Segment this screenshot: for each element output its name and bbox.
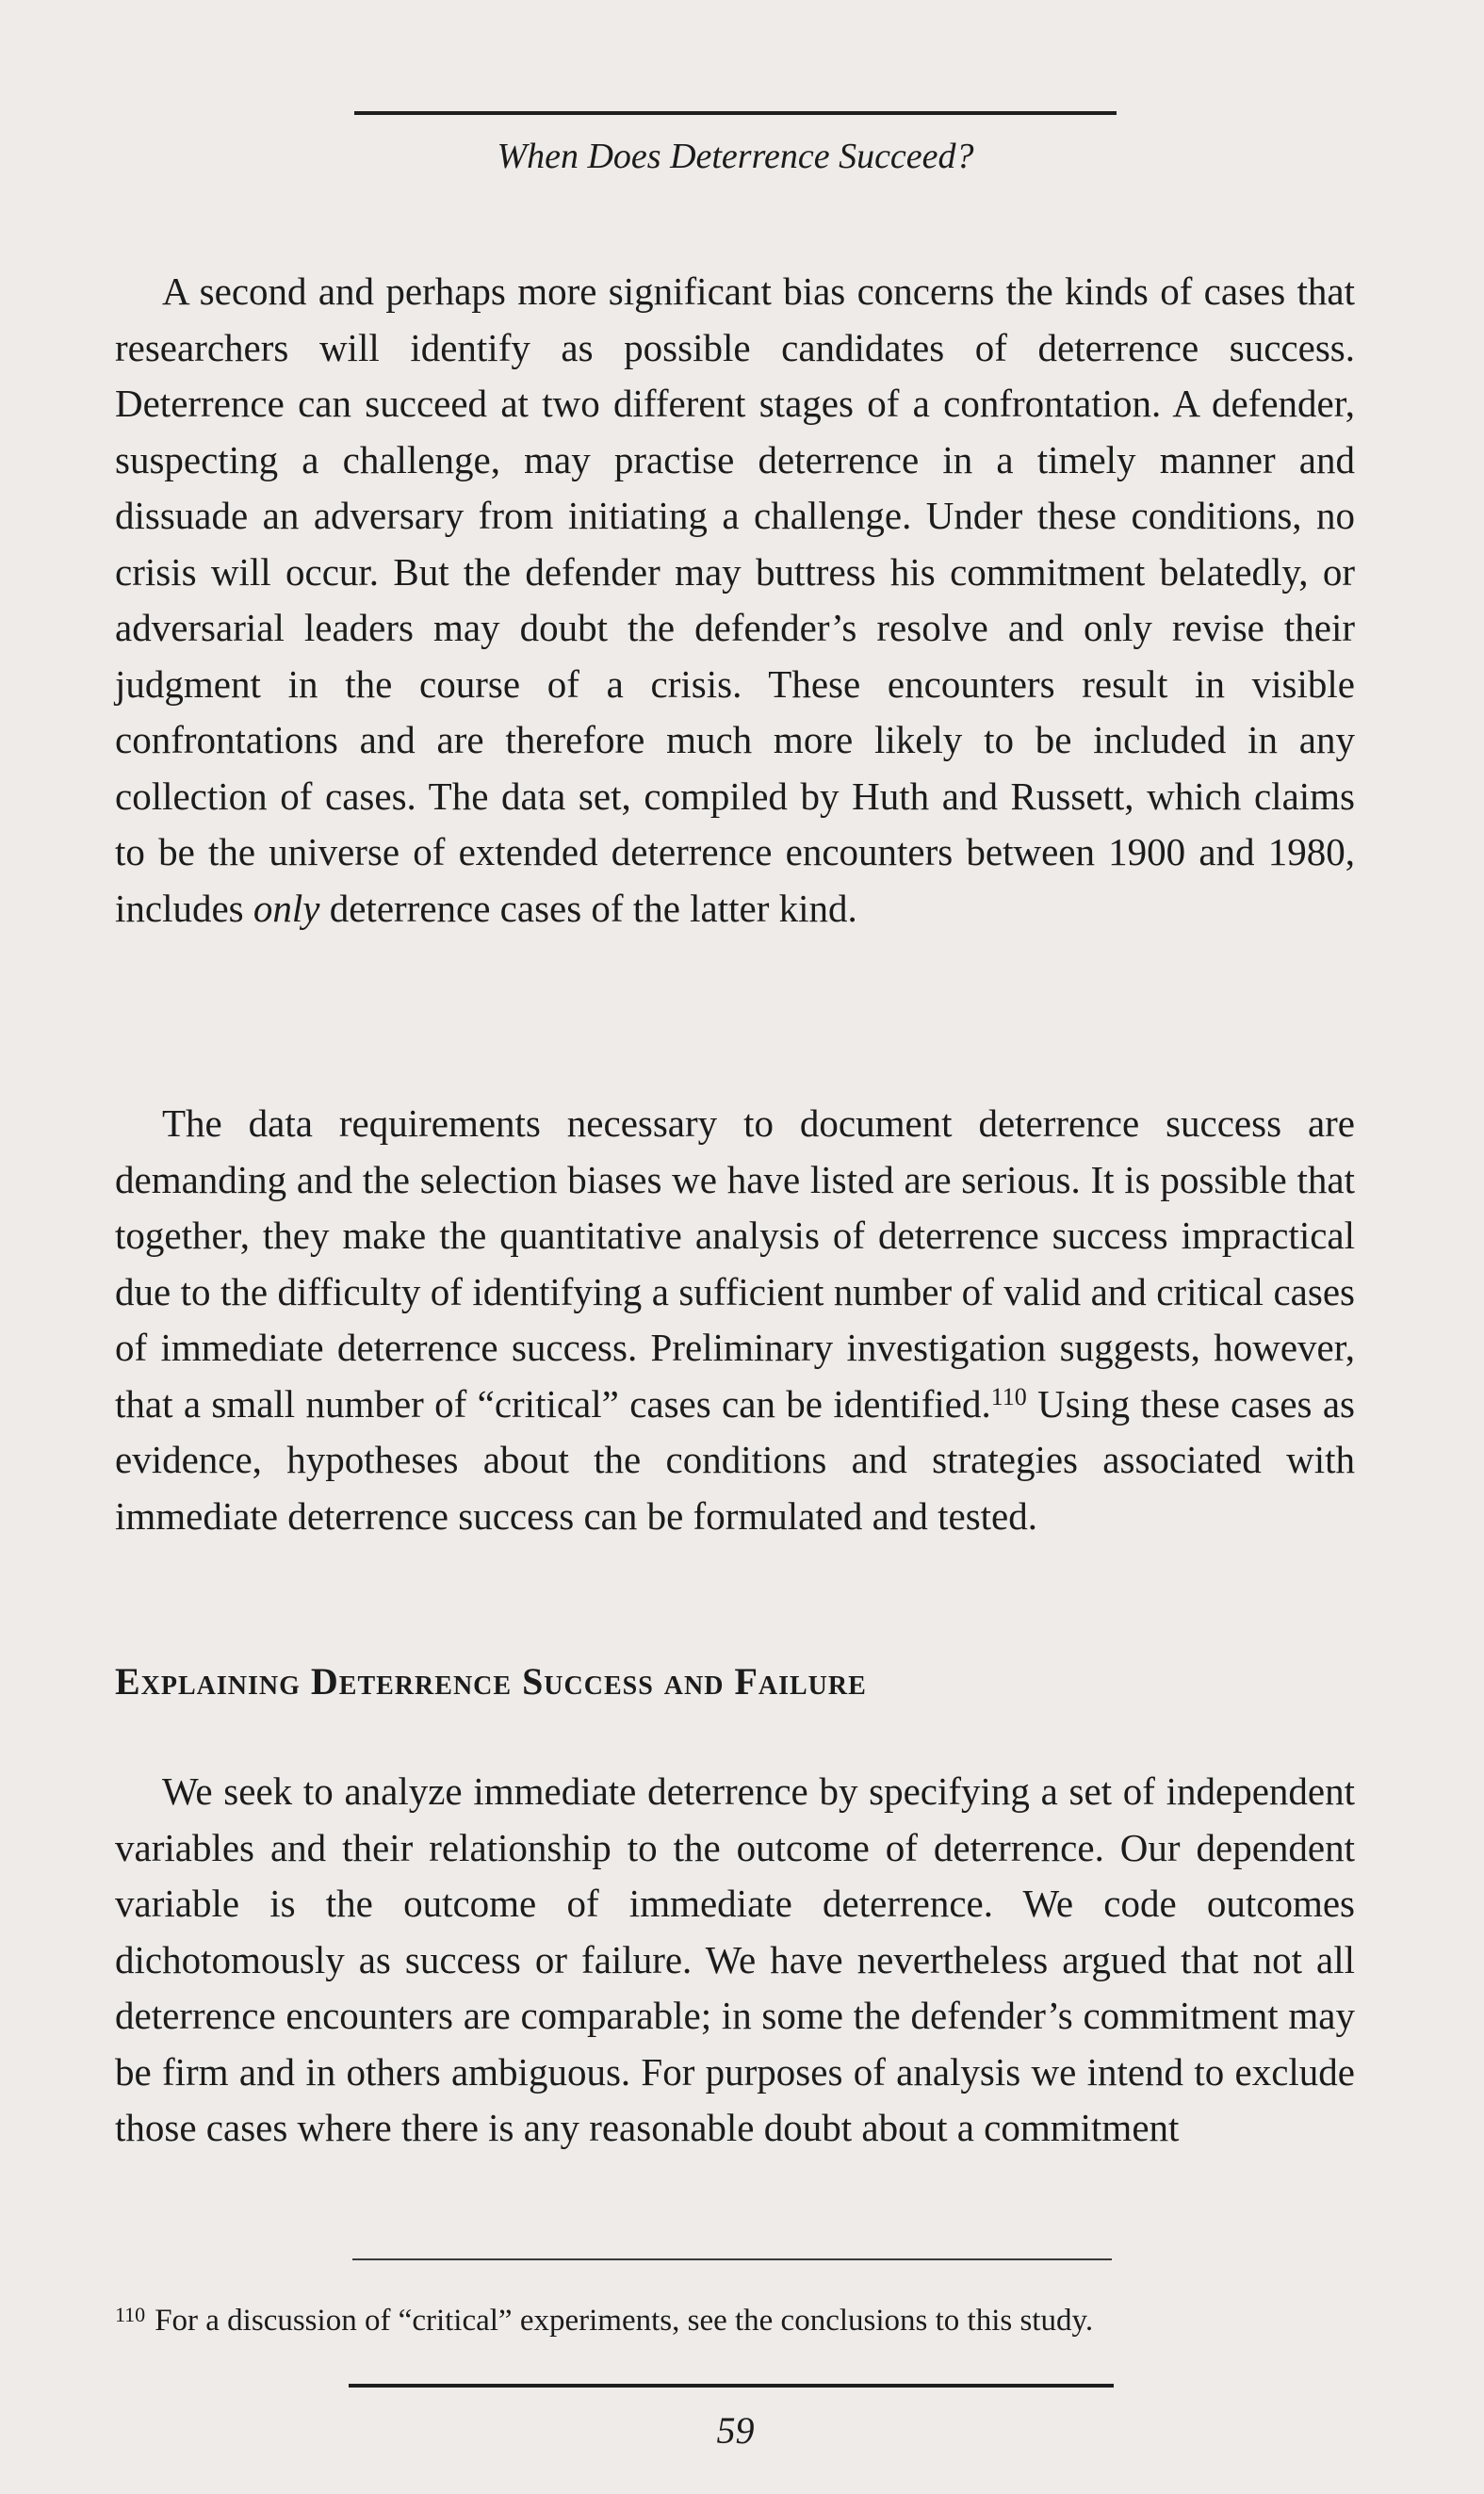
footnote xyxy=(115,2297,1355,2344)
paragraph-1-text: A second and perhaps more significant bias concerns the kinds of cases that researchers will identify as possible candidates of deterrence success. Deterrence can succeed at two different stages of a confrontation. A defender, suspecting a challenge, may practise deterrence in a timely manner and dissuade an adversary from initiating a challenge. Under these conditions, no crisis will occur. But the defender may buttress his commitment belatedly, or adversarial leaders may doubt the defender’s resolve and only revise their judgment in the course of a crisis. These encounters result in visible confrontations and are therefore much more likely to be included in any collection of cases. The data set, compiled by Huth and Russett, which claims to be the universe of extended deterrence encounters between 1900 and 1980, includes xyxy=(115,269,1355,930)
footnote-number: 110 xyxy=(115,2303,146,2326)
footnote-reference: 110 xyxy=(990,1382,1027,1410)
page-number-rule xyxy=(349,2384,1114,2388)
paragraph-2-text: The data requirements necessary to document deterrence success are demanding and the selection biases we have listed are serious. It is possible that together, they make the quantitative analysis of deterrence success impractical due to the difficulty of identifying a sufficient number of valid and critical cases of immediate deterrence success. Preliminary investigation suggests, however, that a small number of “critical” cases can be identified. xyxy=(115,1101,1355,1426)
section-heading: Explaining Deterrence Success and Failure xyxy=(115,1660,867,1703)
page-number: 59 xyxy=(716,2409,755,2452)
footnote-separator xyxy=(352,2258,1112,2260)
body-paragraph-2 xyxy=(115,1096,1355,1544)
paragraph-1-emphasis: only xyxy=(253,886,320,930)
footnote-text: For a discussion of “critical” experiments, see the conclusions to this study. xyxy=(155,2304,1094,2338)
body-paragraph-1 xyxy=(115,264,1355,937)
paragraph-3-text: We seek to analyze immediate deterrence by specifying a set of independent variables and their relationship to the outcome of deterrence. Our dependent variable is the outcome of immediate deterrence. We code outcomes dichotomously as success or failure. We have nevertheless argued that not all deterrence encounters are comparable; in some the defender’s commitment may be firm and in others ambiguous. For purposes of analysis we intend to exclude those cases where there is any reasonable doubt about a commitment xyxy=(115,1769,1355,2149)
paragraph-1-end: deterrence cases of the latter kind. xyxy=(329,886,857,930)
body-paragraph-3 xyxy=(115,1764,1355,2157)
running-head: When Does Deterrence Succeed? xyxy=(497,137,974,176)
paragraph-2-end: Using these cases as evidence, hypotheses about the conditions and strategies associated with immediate deterrence success can be formulated and tested. xyxy=(115,1381,1356,1538)
running-head-rule xyxy=(354,111,1117,115)
